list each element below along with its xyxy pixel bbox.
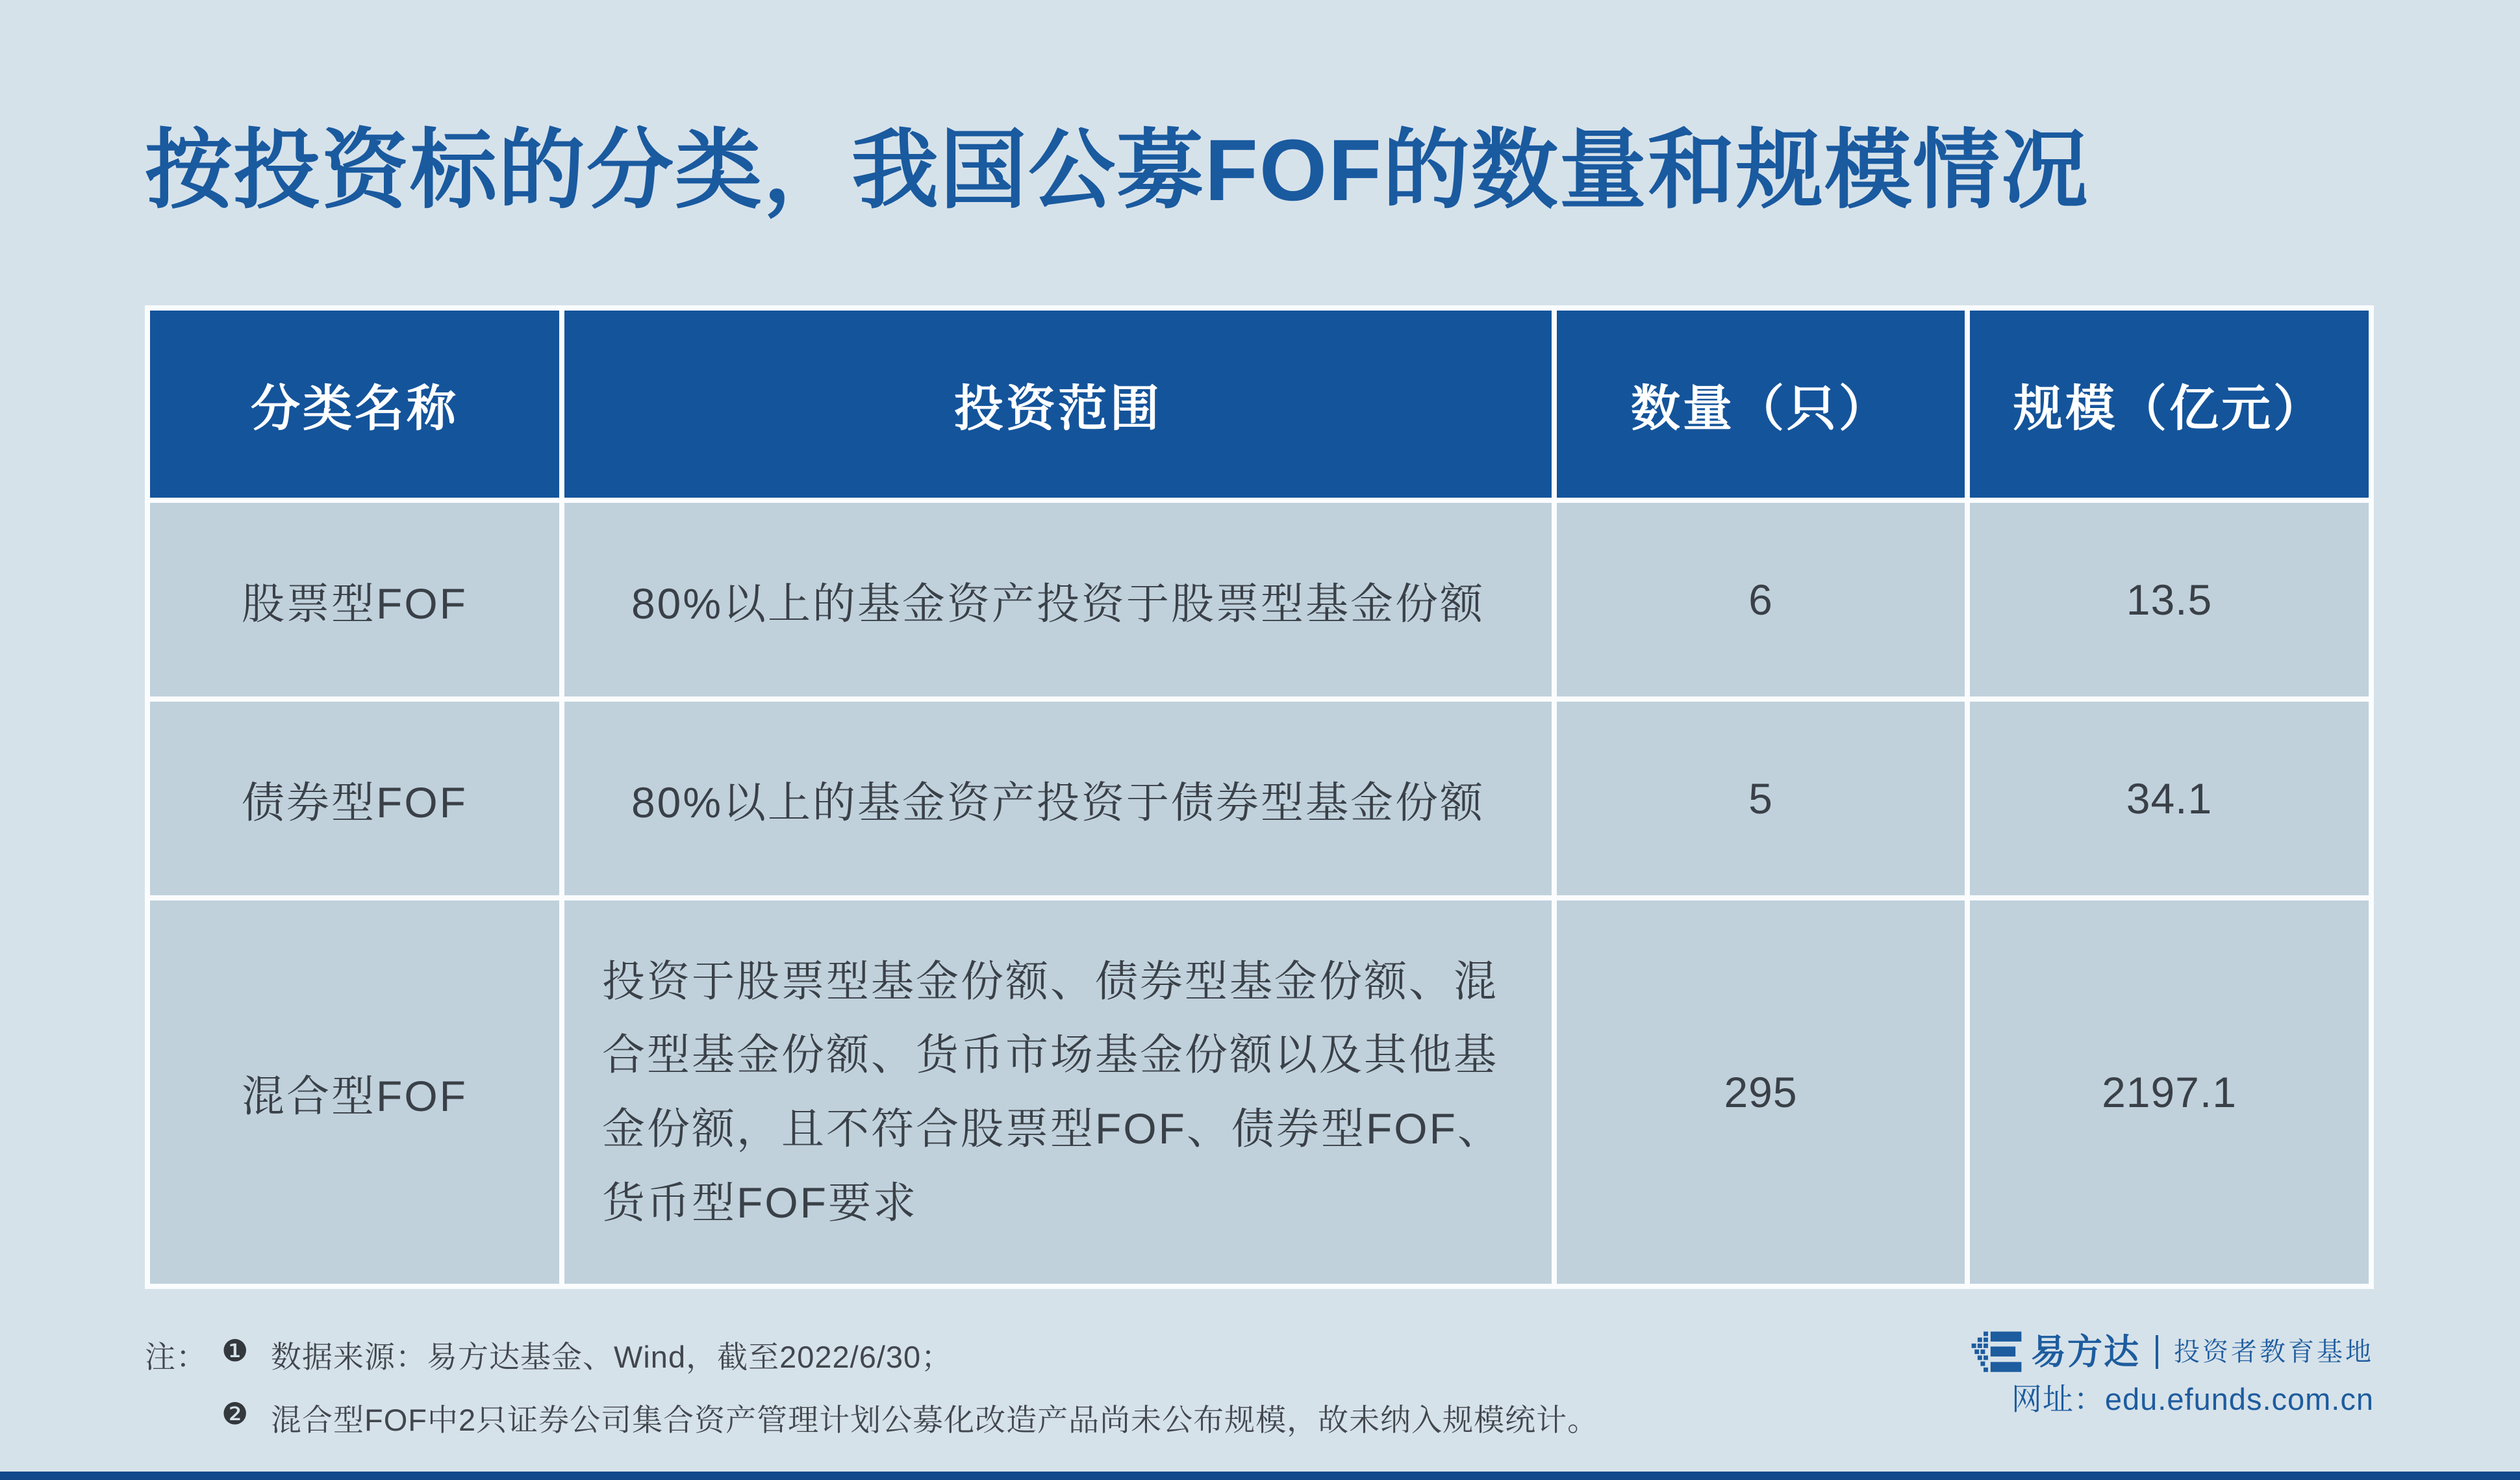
table-row3-count: 295 xyxy=(1557,900,1965,1284)
table-row2-scale: 34.1 xyxy=(1970,702,2369,895)
footnote-1-marker-icon: ❶ xyxy=(221,1334,249,1368)
table-row3-scope: 投资于股票型基金份额、债券型基金份额、混合型基金份额、货币市场基金份额以及其他基金份额，且不符合股票型FOF、债券型FOF、货币型FOF要求 xyxy=(564,900,1552,1284)
table-row2-name: 债券型FOF xyxy=(150,702,559,895)
bottom-accent-bar xyxy=(0,1472,2520,1480)
header-cell-count: 数量（只） xyxy=(1557,311,1965,498)
fof-classification-table xyxy=(145,305,2374,1289)
table-row1-name: 股票型FOF xyxy=(150,503,559,696)
footnotes xyxy=(145,1333,1833,1459)
table-row2-scope: 80%以上的基金资产投资于债券型基金份额 xyxy=(564,702,1552,895)
efunds-logo-icon xyxy=(1971,1331,2022,1373)
table-row3-scale: 2197.1 xyxy=(1970,900,2369,1284)
footnote-1-text: 数据来源：易方达基金、Wind，截至2022/6/30； xyxy=(271,1340,953,1374)
table-row1-count: 6 xyxy=(1557,503,1965,696)
header-cell-category: 分类名称 xyxy=(150,311,559,498)
footnote-prefix: 注： xyxy=(145,1340,207,1374)
brand-tagline: 投资者教育基地 xyxy=(2174,1338,2374,1366)
page-title: 按投资标的分类，我国公募FOF的数量和规模情况 xyxy=(145,122,2089,219)
footnote-2-marker-icon: ❷ xyxy=(221,1397,249,1431)
brand-block xyxy=(1971,1331,2374,1414)
brand-name: 易方达 xyxy=(2031,1333,2140,1372)
footnote-line-1 xyxy=(145,1333,1833,1377)
table-row1-scale: 13.5 xyxy=(1970,503,2369,696)
footnote-line-2 xyxy=(145,1396,1833,1440)
brand-website: 网址：edu.efunds.com.cn xyxy=(2011,1382,2374,1416)
brand-line xyxy=(1971,1331,2374,1373)
table-row2-count: 5 xyxy=(1557,702,1965,895)
table-row1-scope: 80%以上的基金资产投资于股票型基金份额 xyxy=(564,503,1552,696)
brand-divider xyxy=(2156,1335,2158,1369)
footnote-2-text: 混合型FOF中2只证券公司集合资产管理计划公募化改造产品尚未公布规模，故未纳入规模统计。 xyxy=(271,1403,1599,1437)
table-row3-name: 混合型FOF xyxy=(150,900,559,1284)
header-cell-scope: 投资范围 xyxy=(564,311,1552,498)
header-cell-scale: 规模（亿元） xyxy=(1970,311,2369,498)
